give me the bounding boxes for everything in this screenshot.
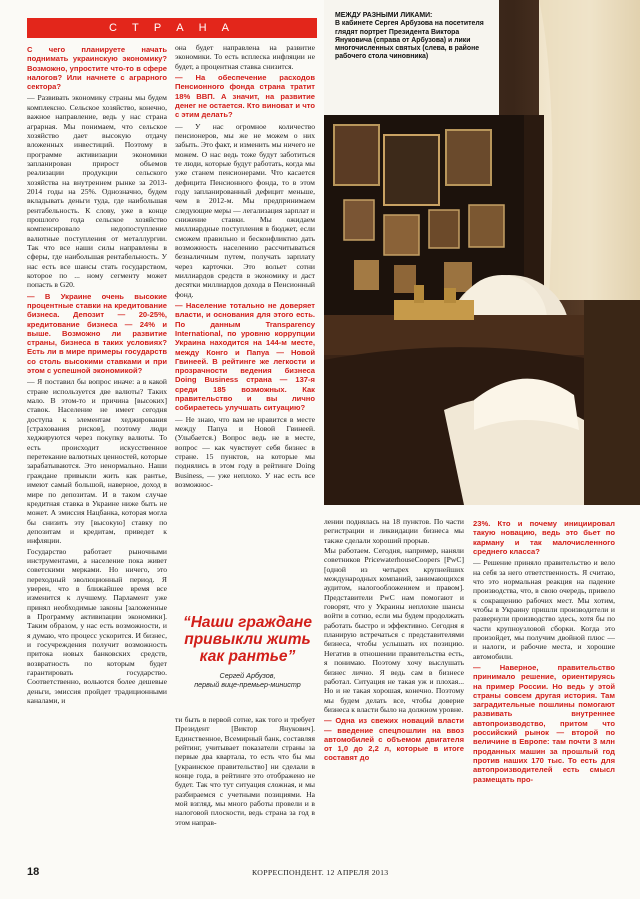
body-paragraph: — Решение приняло правительство и вело на себя за него ответственность. Я считаю, что это нормальная реакция на падение производства, что, в свою очередь, привело к сокращению рабочих мест. Мы хотим, чтобы в Украину пришли производители и развернули производство здесь, хотя бы по части крупноузловой сборки. Когда это произойдет, мы получим двойной плюс — и налоги, и рабочие места, и хорошие автомобили. (473, 558, 615, 661)
body-paragraph: — У нас огромное количество пенсионеров, мы же не можем о них забыть. Это факт, и изменить мы ничего не можем. О нас ведь тоже будут заботиться те люди, которые будут работать, когда мы уже станем пенсионерами. Что касается дефицита Пенсионного фонда, то в этом году запланированный дефицит меньше, чем в 2012-м. Мы предпринимаем следующие меры — легализация зарплат и снижение ставки. Мы ожидаем миллиардные поступления в бюджет, если сможем правильно и бесконфликтно дать возможность населению рассчитываться безналичным путем, получать зарплату через карточки. Это вольет сотни миллиардов средств в экономику и даст десятки миллиардов дохода в Пенсионный фонд. (175, 121, 315, 299)
body-paragraph: ти быть в первой сотне, как того и требует Президент [Виктор Янукович]. Единственное, Всемирный банк, составляя рейтинг, учитывает показатели страны за первые два квартала, то есть что бы мы [украинское правительство] ни сделали в конце года, в рейтинге это отображено не будет. Так что тут ситуация сложная, и мы разбираемся с учетными позициями. На мой взгляд, мы много работы провели и в налоговой плоскости, ведь страна за год в этом направ- (175, 715, 315, 827)
pull-quote-author (175, 671, 320, 689)
open-quote-mark: “ (182, 614, 191, 631)
body-paragraph: лении поднялась на 18 пунктов. По части регистрации и ликвидации бизнеса мы также сделали хороший прорыв. (324, 517, 464, 545)
body-paragraph: Государство работает рыночными инструментами, а население пока живет советскими мерками. Но ничего, это переходный эволюционный период. Я уверен, что в ближайшее время все изменится к лучшему. Парламент уже принял необходимые законы [заложенные в Программу активизации экономики]. Таким образом, у нас есть возможности, и я думаю, что процесс ускорится. И бизнес, и госучреждения получит возможность притока новых банковских средств, возвратность по которым будет гарантировать государство. Соответственно, вольются более дешевые деньги, эмиссия пройдет традиционными каналами, и (27, 546, 167, 706)
pull-quote-text (175, 614, 320, 665)
question-paragraph: — В Украине очень высокие процентные ставки на кредитование бизнеса. Депозит — 20-25%, кредитование бизнеса — 24% и выше. Возможно ли развитие страны, бизнеса в таких условиях? Есть ли в мире примеры государств со столь высокими ставками и при этом с успешной экономикой? (27, 291, 167, 376)
pull-quote-body: Наши граждане привыкли жить как рантье (184, 614, 313, 665)
question-paragraph: — На обеспечение расходов Пенсионного фонда страна тратит 18% ВВП. А значит, на развитие денег не остается. Кто виноват и что с этим делать? (175, 73, 315, 120)
column-2 (175, 43, 315, 613)
body-paragraph: — Не знаю, что вам не нравится в месте между Папуа и Новой Гвинеей. (Улыбается.) Вопрос ведь не в месте, вопрос — как чувствует себя бизнес в стране. 15 пунктов, на которые мы поднялись в этом году в рейтинге Doing Business, — уже неплохо. У нас есть все возможнос- (175, 414, 315, 490)
column-4 (473, 517, 615, 858)
author-role: первый вице-премьер-министр (194, 680, 301, 689)
office-photo-illustration (324, 0, 640, 505)
author-name: Сергей Арбузов, (219, 671, 276, 680)
column-3 (324, 517, 464, 858)
column-1 (27, 43, 167, 858)
body-paragraph: — Я поставил бы вопрос иначе: а в какой стране используется две валюты? Таких мало. В этом-то и причина [высоких] ставок. Население не имеет сегодня доступа к элементам хеджирования [страхования рисков], поэтому люди хеджируются через покупку валюты. То есть происходит искусственное перетекание валютных ценностей, которые зарабатываются. Это ненормально. Наши граждане привыкли жить как рантье, имеют самый большой, наверное, доход в мире по депозитам. И в таком случае кредитная ставка в Украине ниже быть не может. А эмиссия Нацбанка, которая могла бы снизить эту [высокую] ставку по депозитам и кредитам, приведет к инфляции. (27, 377, 167, 546)
body-paragraph: Мы работаем. Сегодня, например, наняли советников PricewaterhouseCoopers [PwC] [одной из четырех крупнейших международных компаний, занимающихся аудитом, налогообложением и правом]. Представители PwC нам помогают и говорят, что у Украины неплохие шансы войти в сотню, если мы будем продолжать работать быстро и эффективно. Сегодня я планирую встречаться с представителями бизнеса, чтобы услышать их позицию. Негатив в отношении правительства есть, я понимаю. Поэтому хочу выслушать бизнес лично. Я ведь сам в бизнесе работал. Ситуация не такая уж и плохая... Но и не такая хорошая, конечно. Поэтому мы будем делать все, чтобы доверие бизнеса к власти было на должном уровне. (324, 546, 464, 714)
question-paragraph: 23%. Кто и почему инициировал такую новацию, ведь это бьет по карману и так малочисленного среднего класса? (473, 519, 615, 556)
office-photo (324, 0, 640, 505)
page-number: 18 (27, 866, 40, 878)
body-paragraph: — Развивать экономику страны мы будем комплексно. Сельское хозяйство, конечно, важное направление, ведь у нас страна аграрная. Мы понимаем, что сельское хозяйство дает высокую отдачу вложенных инвестиций. Поэтому в программе активизации экономики запланирован прирост объемов реализации продукции сельского хозяйства на внутреннем рынке за 2013-2014 годы на 25%. Однозначно, будем вкладывать деньги туда, где наибольшая рентабельность. К слову, уже в конце прошлого года сельское хозяйство компенсировало недопоступление валютные поступления от металлургии. Так что все наши силы направлены в сферы, где наибольшая рентабельность. У нас есть все шансы стать государством, которое по ... ному сегменту может попасть в G20. (27, 93, 167, 290)
caption-text: В кабинете Сергея Арбузова на посетителя глядят портрет Президента Виктора Януковича (справа от Арбузова) и лики многочисленных святых (слева, в районе рабочего стола чиновника) (335, 20, 484, 61)
question-paragraph: С чего планируете начать поднимать украинскую экономику? Возможно, упростите что-то в сфере налогов? Или начнете с аграрного сектора? (27, 45, 167, 92)
column-2-continued (175, 715, 315, 858)
photo-caption (335, 12, 485, 62)
question-paragraph: — Одна из свежих новаций власти — введение спецпошлин на ввоз автомобилей с объемом двигателя от 1,0 до 2,2 л, которые в итоге составят до (324, 716, 464, 763)
publication-date: КОРРЕСПОНДЕНТ. 12 АПРЕЛЯ 2013 (252, 868, 389, 877)
pull-quote (175, 614, 320, 714)
close-quote-mark: ” (287, 648, 296, 665)
question-paragraph: — Наверное, правительство принимало решение, ориентируясь на пример России. Но ведь у этой страны совсем другая история. Там заградительные пошлины помогают развивать внутреннее автопроизводство, притом что российский рынок — второй по величине в Европе: там почти 3 млн проданных машин за прошлый год против наших 170 тыс. То есть для автопроизводителей есть смысл размещать про- (473, 662, 615, 784)
section-header: С Т Р А Н А (27, 18, 317, 38)
caption-title: МЕЖДУ РАЗНЫМИ ЛИКАМИ: (335, 12, 433, 19)
body-paragraph: она будет направлена на развитие экономики. То есть всплеска инфляции не будет, а процентная ставка снизится. (175, 43, 315, 71)
question-paragraph: — Население тотально не доверяет власти, и основания для этого есть. По данным Transparency International, по уровню коррупции Украина находится на 144-м месте, между Конго и Папуа — Новой Гвинеей. В рейтинге же легкости и прозрачности ведения бизнеса Doing Business страна — 137-я среди 185 возможных. Как правительство и вы лично собираетесь улучшать ситуацию? (175, 301, 315, 413)
